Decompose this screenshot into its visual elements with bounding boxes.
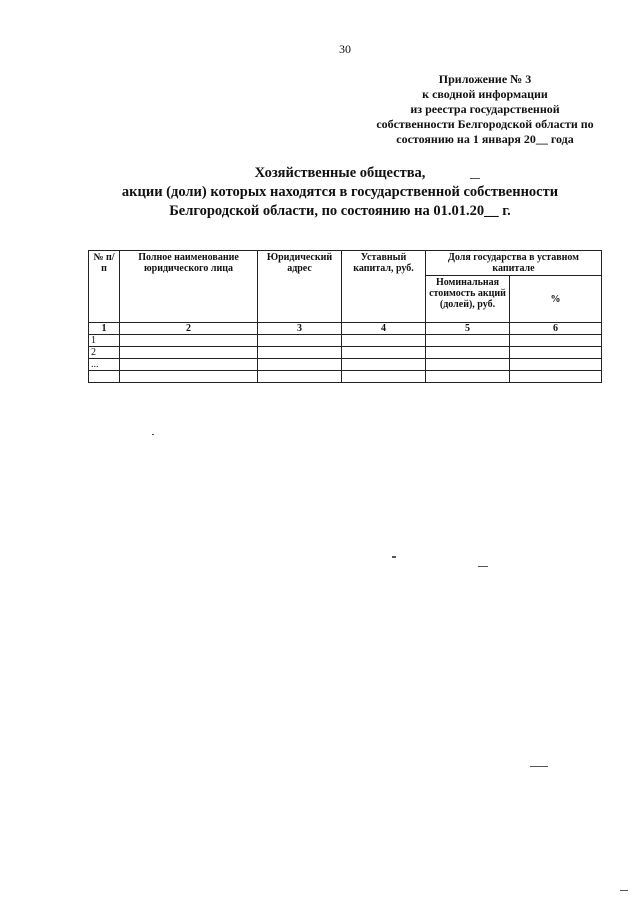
header-state-share: Доля государства в уставном капитале (426, 251, 602, 276)
table-cell (120, 371, 258, 383)
header-nominal: Номинальная стоимость акций (долей), руб. (426, 276, 510, 323)
table-cell (510, 359, 602, 371)
table-cell (342, 347, 426, 359)
column-number: 4 (342, 323, 426, 335)
column-number-row (89, 323, 602, 335)
column-number: 6 (510, 323, 602, 335)
title-line-2: акции (доли) которых находятся в государственной собственности (121, 184, 559, 200)
table-cell (426, 371, 510, 383)
header-percent: % (510, 276, 602, 323)
header-capital: Уставный капитал, руб. (342, 251, 426, 323)
table-cell (510, 335, 602, 347)
column-number: 3 (258, 323, 342, 335)
row-number: 2 (89, 347, 120, 359)
scan-speck (392, 556, 396, 558)
appendix-line-4: собственности Белгородской области по (376, 117, 594, 131)
header-name: Полное наименование юридического лица (120, 251, 258, 323)
column-number: 1 (89, 323, 120, 335)
table-row (89, 335, 602, 347)
table-cell (342, 371, 426, 383)
appendix-header (350, 72, 620, 147)
header-num: № п/п (89, 251, 120, 323)
table-cell (258, 347, 342, 359)
row-number: ... (89, 359, 120, 371)
column-number: 2 (120, 323, 258, 335)
scan-speck (152, 434, 154, 435)
table-row (89, 359, 602, 371)
title-line-1: Хозяйственные общества, (254, 165, 426, 181)
appendix-line-1: Приложение № 3 (438, 72, 532, 86)
row-number: 1 (89, 335, 120, 347)
table-cell (342, 359, 426, 371)
title-line-3: Белгородской области, по состоянию на 01.01.20__ г. (169, 203, 511, 219)
table-cell (258, 359, 342, 371)
scan-speck (530, 766, 548, 767)
table-cell (120, 335, 258, 347)
table-cell (342, 335, 426, 347)
appendix-line-5: состоянию на 1 января 20__ года (396, 132, 574, 146)
scan-speck (620, 890, 628, 891)
table-cell (120, 347, 258, 359)
table-cell (426, 335, 510, 347)
document-title (90, 164, 590, 221)
table-row (89, 347, 602, 359)
appendix-line-3: из реестра государственной (410, 102, 560, 116)
table-cell (120, 359, 258, 371)
table-cell (258, 335, 342, 347)
column-number: 5 (426, 323, 510, 335)
header-address: Юридический адрес (258, 251, 342, 323)
appendix-line-2: к сводной информации (422, 87, 548, 101)
table-cell (258, 371, 342, 383)
table-cell (426, 347, 510, 359)
scan-speck (470, 178, 480, 179)
table-cell (510, 347, 602, 359)
row-number (89, 371, 120, 383)
companies-table (88, 250, 602, 383)
scan-speck (478, 566, 488, 567)
table-cell (426, 359, 510, 371)
page-number: 30 (339, 42, 351, 56)
table-row (89, 371, 602, 383)
table-cell (510, 371, 602, 383)
